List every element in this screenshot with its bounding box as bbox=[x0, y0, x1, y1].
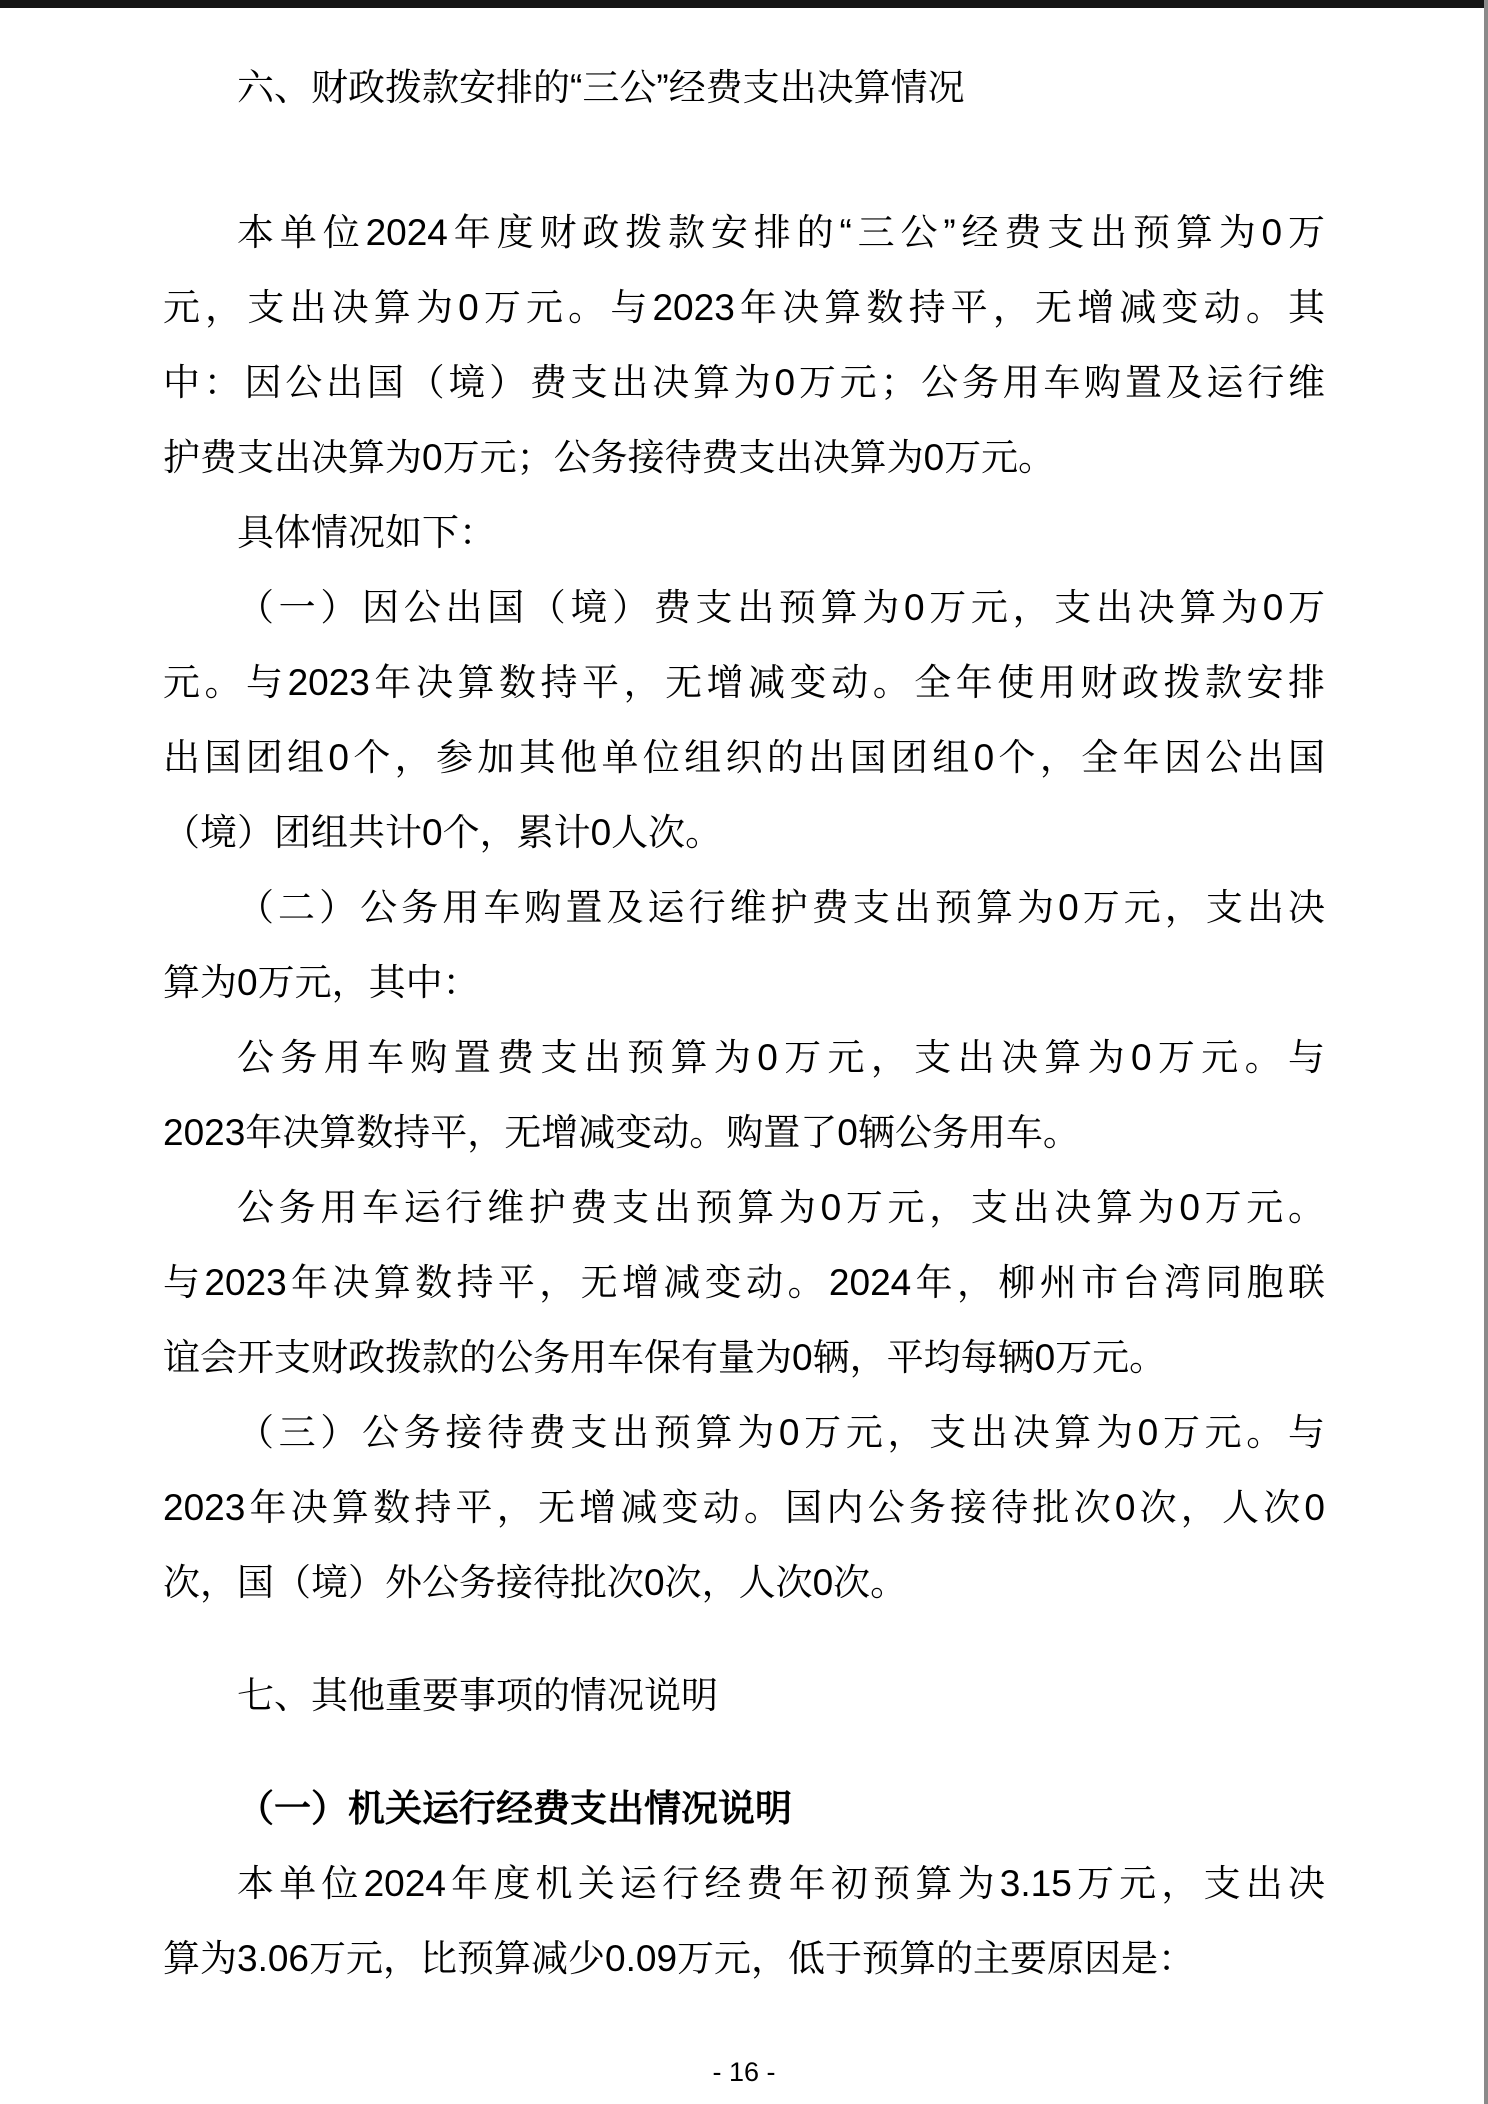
text-line: 与2023年决算数持平，无增减变动。2024年，柳州市台湾同胞联 bbox=[163, 1262, 1325, 1303]
text-line: 护费支出决算为0万元；公务接待费支出决算为0万元。 bbox=[163, 437, 1056, 478]
paragraph bbox=[163, 495, 1325, 570]
text-line: （三）公务接待费支出预算为0万元，支出决算为0万元。与 bbox=[237, 1412, 1325, 1453]
paragraph bbox=[163, 1395, 1325, 1620]
text-line: （境）团组共计0个，累计0人次。 bbox=[163, 812, 723, 853]
section-heading: 六、财政拨款安排的“三公”经费支出决算情况 bbox=[237, 67, 965, 108]
paragraph bbox=[163, 1020, 1325, 1170]
paragraph bbox=[163, 1846, 1325, 1996]
text-line: 出国团组0个，参加其他单位组织的出国团组0个，全年因公出国 bbox=[163, 737, 1325, 778]
text-line: 具体情况如下： bbox=[237, 512, 496, 553]
paragraph bbox=[163, 1170, 1325, 1395]
document-body bbox=[163, 50, 1325, 1996]
footer-page-number: - 16 - bbox=[712, 2057, 776, 2087]
text-line: 算为0万元，其中： bbox=[163, 962, 480, 1003]
text-line: （一）因公出国（境）费支出预算为0万元，支出决算为0万 bbox=[237, 587, 1325, 628]
text-line: 2023年决算数持平，无增减变动。国内公务接待批次0次，人次0 bbox=[163, 1487, 1325, 1528]
text-line: 谊会开支财政拨款的公务用车保有量为0辆，平均每辆0万元。 bbox=[163, 1337, 1167, 1378]
text-line: 公务用车运行维护费支出预算为0万元，支出决算为0万元。 bbox=[237, 1187, 1325, 1228]
text-line: 元，支出决算为0万元。与2023年决算数持平，无增减变动。其 bbox=[163, 287, 1325, 328]
text-line: 次，国（境）外公务接待批次0次，人次0次。 bbox=[163, 1562, 908, 1603]
paragraph bbox=[163, 195, 1325, 495]
text-line: （二）公务用车购置及运行维护费支出预算为0万元，支出决 bbox=[237, 887, 1325, 928]
section-subheading: （一）机关运行经费支出情况说明 bbox=[237, 1788, 792, 1829]
paragraph bbox=[163, 570, 1325, 870]
section-heading: 七、其他重要事项的情况说明 bbox=[237, 1675, 718, 1716]
text-line: 2023年决算数持平，无增减变动。购置了0辆公务用车。 bbox=[163, 1112, 1080, 1153]
paragraph bbox=[163, 870, 1325, 1020]
right-edge-line bbox=[1484, 0, 1488, 2104]
text-line: 本单位2024年度机关运行经费年初预算为3.15万元，支出决 bbox=[237, 1863, 1325, 1904]
text-line: 本单位2024年度财政拨款安排的“三公”经费支出预算为0万 bbox=[237, 212, 1325, 253]
text-line: 公务用车购置费支出预算为0万元，支出决算为0万元。与 bbox=[237, 1037, 1325, 1078]
text-line: 中：因公出国（境）费支出决算为0万元；公务用车购置及运行维 bbox=[163, 362, 1325, 403]
text-line: 算为3.06万元，比预算减少0.09万元，低于预算的主要原因是： bbox=[163, 1938, 1196, 1979]
text-line: 元。与2023年决算数持平，无增减变动。全年使用财政拨款安排 bbox=[163, 662, 1325, 703]
top-edge-bar bbox=[0, 0, 1488, 8]
